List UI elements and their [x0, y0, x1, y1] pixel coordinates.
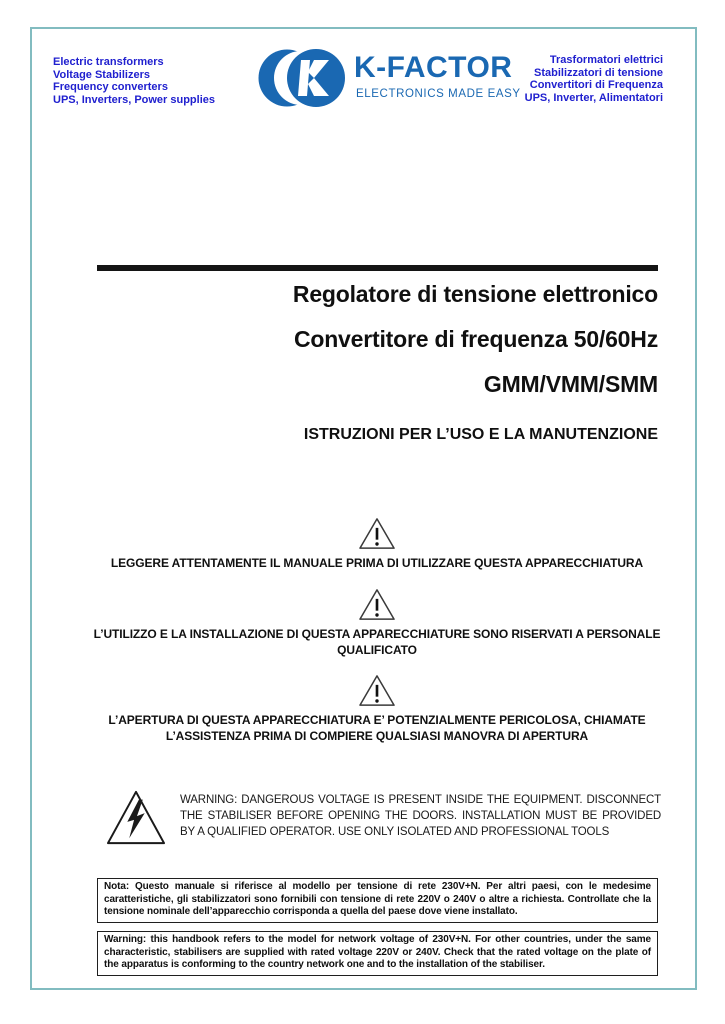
note-text-italian: Nota: Questo manuale si riferisce al modello per tensione di rete 230V+N. Per altri paesi, con le medesime caratteristiche, gli stabilizzatori sono fornibili con tensione di rete 220V o 240V o altre a richiesta. Controllate che la tensione nominale dell’apparecchio corrisponda a quella del paese dove viene installato. [104, 881, 651, 917]
warning-read-manual [82, 517, 672, 571]
header-left-product-list [53, 56, 215, 106]
warning-text: L’APERTURA DI QUESTA APPARECCHIATURA E’ POTENZIALMENTE PERICOLOSA, CHIAMATE L’ASSISTENZA PRIMA DI COMPIERE QUALSIASI MANOVRA DI APERTURA [108, 713, 646, 743]
header-right-line: Convertitori di Frequenza [529, 79, 663, 92]
page-title-line: Convertitore di frequenza 50/60Hz [293, 326, 658, 352]
header-right-line: UPS, Inverter, Alimentatori [524, 91, 663, 104]
note-box-english [97, 931, 658, 976]
page-title-line: GMM/VMM/SMM [483, 371, 658, 397]
company-logo [256, 44, 521, 116]
brand-name: K-FACTOR [354, 51, 513, 84]
dangerous-voltage-warning [105, 789, 661, 847]
header-right-product-list [525, 54, 663, 104]
header-left-line: Frequency converters [53, 81, 168, 94]
warning-qualified-personnel [82, 588, 672, 658]
k-factor-logo-icon [256, 44, 348, 117]
title-divider-rule [97, 265, 658, 271]
header-left-line: UPS, Inverters, Power supplies [53, 93, 216, 106]
high-voltage-triangle-icon [105, 789, 167, 847]
page-border-frame [30, 27, 697, 990]
page-subtitle: ISTRUZIONI PER L’USO E LA MANUTENZIONE [303, 426, 658, 443]
header-right-line: Trasformatori elettrici [549, 54, 663, 66]
brand-tagline: ELECTRONICS MADE EASY [356, 88, 521, 100]
voltage-warning-text: WARNING: DANGEROUS VOLTAGE IS PRESENT INSIDE THE EQUIPMENT. DISCONNECT THE STABILISER BEFORE OPENING THE DOORS. INSTALLATION MUST BE PROVIDED BY A QUALIFIED OPERATOR. USE ONLY ISOLATED AND PROFESSIONAL TOOLS [180, 794, 661, 838]
exclamation-triangle-icon [358, 674, 396, 708]
exclamation-triangle-icon [358, 517, 396, 551]
header-right-line: Stabilizzatori di tensione [534, 66, 663, 79]
header-left-line: Voltage Stabilizers [53, 68, 150, 81]
page-title-line: Regolatore di tensione elettronico [292, 281, 658, 307]
header-left-line: Electric transformers [53, 56, 164, 68]
warning-text: L’UTILIZZO E LA INSTALLAZIONE DI QUESTA APPARECCHIATURE SONO RISERVATI A PERSONALE QUALIFICATO [93, 627, 661, 657]
note-box-italian [97, 878, 658, 923]
warning-opening-dangerous [82, 674, 672, 744]
exclamation-triangle-icon [358, 588, 396, 622]
warning-text: LEGGERE ATTENTAMENTE IL MANUALE PRIMA DI UTILIZZARE QUESTA APPARECCHIATURA [110, 556, 644, 570]
note-text-english: Warning: this handbook refers to the model for network voltage of 230V+N. For other countries, under the same characteristic, stabilisers are supplied with rated voltage 220V or 240V. Check that the rated voltage on the plate of the apparatus is conforming to the country network one and to the installation of the stabiliser. [104, 934, 651, 970]
title-block [97, 272, 658, 445]
